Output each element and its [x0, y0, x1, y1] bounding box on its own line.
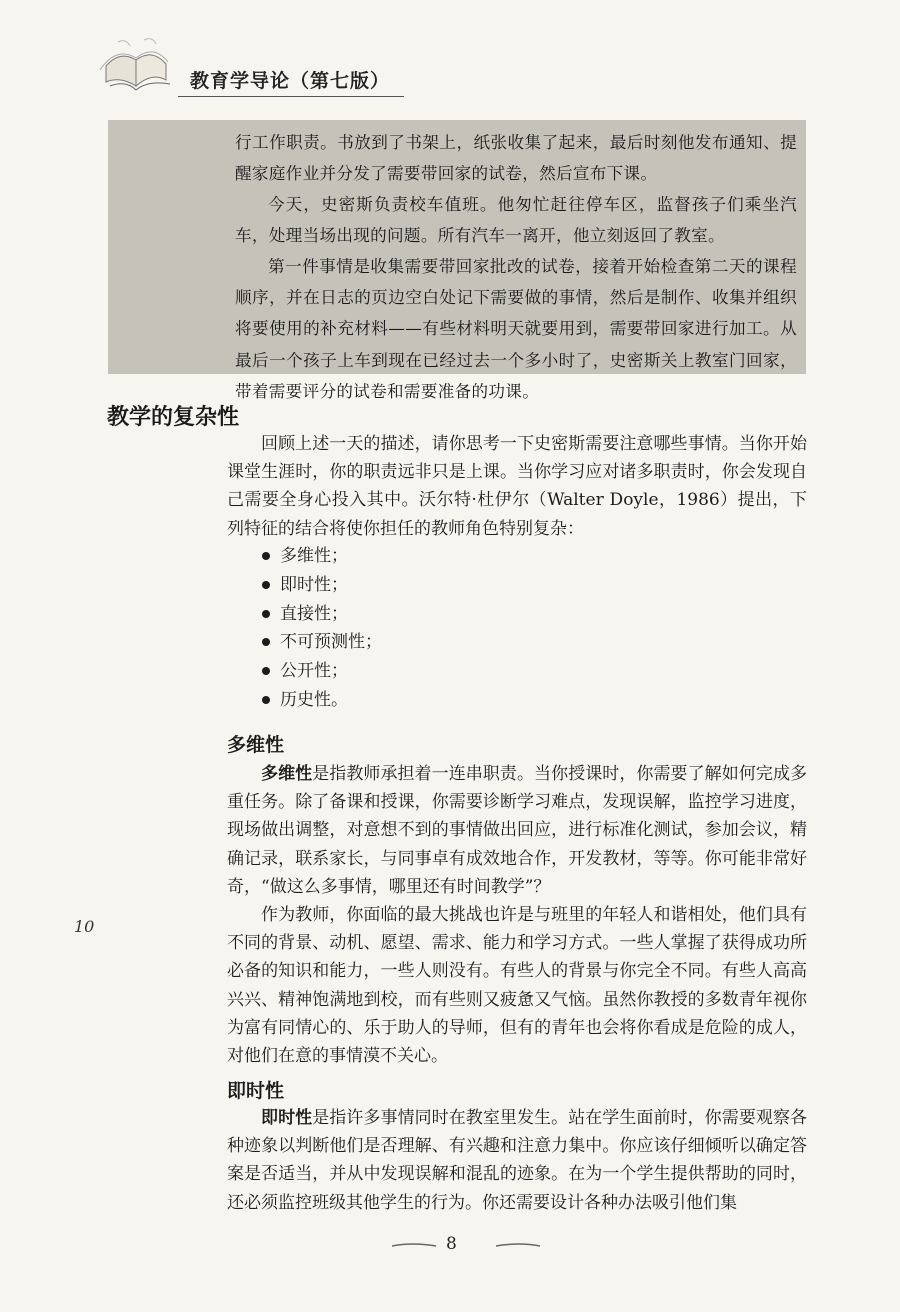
list-item: 历史性。	[262, 686, 382, 715]
bullet-icon	[262, 638, 270, 646]
running-header-title: 教育学导论（第七版）	[190, 70, 391, 92]
list-item: 不可预测性；	[262, 628, 382, 657]
section-heading: 教学的复杂性	[107, 405, 240, 430]
bullet-icon	[262, 552, 270, 560]
list-item: 直接性；	[262, 600, 382, 629]
subsection-heading-immediacy: 即时性	[227, 1080, 285, 1102]
list-item: 公开性；	[262, 657, 382, 686]
page-number: 8	[446, 1234, 457, 1254]
footer-ornament-icon	[392, 1240, 540, 1252]
multidim-paragraph-2: 作为教师，你面临的最大挑战也许是与班里的年轻人和谐相处，他们具有不同的背景、动机、愿望、需求、能力和学习方式。一些人掌握了获得成功所必备的知识和能力，一些人则没有。有些人的背景与你完全不同。有些人高高兴兴、精神饱满地到校，而有些则又疲惫又气恼。虽然你教授的多数青年视你为富有同情心的、乐于助人的导师，但有的青年也会将你看成是危险的成人，对他们在意的事情漠不关心。	[227, 905, 807, 1067]
bullet-icon	[262, 696, 270, 704]
subsection-heading-multidimensionality: 多维性	[227, 734, 285, 756]
book-logo-icon	[96, 36, 176, 98]
key-term: 即时性	[261, 1108, 313, 1128]
multidim-paragraph-1: 多维性是指教师承担着一连串职责。当你授课时，你需要了解如何完成多重任务。除了备课和授课，你需要诊断学习难点，发现误解，监控学习进度，现场做出调整，对意想不到的事情做出回应，进行标准化测试，参加会议，精确记录，联系家长，与同事卓有成效地合作，开发教材，等等。你可能非常好奇，“做这么多事情，哪里还有时间教学”？	[227, 764, 808, 897]
bullet-icon	[262, 610, 270, 618]
characteristics-list	[262, 542, 382, 715]
case-study-box	[108, 120, 806, 401]
case-paragraph-3: 第一件事情是收集需要带回家批改的试卷，接着开始检查第二天的课程顺序，并在日志的页边空白处记下需要做的事情，然后是制作、收集并组织将要使用的补充材料——有些材料明天就要用到，需要带回家进行加工。从最后一个孩子上车到现在已经过去一个多小时了，史密斯关上教室门回家，带着需要评分的试卷和需要准备的功课。	[235, 257, 797, 401]
key-term: 多维性	[261, 764, 313, 784]
bullet-icon	[262, 667, 270, 675]
margin-number: 10	[74, 917, 95, 936]
list-item: 多维性；	[262, 542, 382, 571]
case-paragraph-2: 今天，史密斯负责校车值班。他匆忙赶往停车区，监督孩子们乘坐汽车，处理当场出现的问题。所有汽车一离开，他立刻返回了教室。	[235, 195, 797, 246]
bullet-icon	[262, 581, 270, 589]
case-paragraph-1: 行工作职责。书放到了书架上，纸张收集了起来，最后时刻他发布通知、提醒家庭作业并分发了需要带回家的试卷，然后宣布下课。	[235, 133, 797, 184]
section-intro-paragraph: 回顾上述一天的描述，请你思考一下史密斯需要注意哪些事情。当你开始课堂生涯时，你的职责远非只是上课。当你学习应对诸多职责时，你会发现自己需要全身心投入其中。沃尔特·杜伊尔（Walter Doyle，1986）提出，下列特征的结合将使你担任的教师角色特别复杂：	[227, 434, 807, 539]
immediacy-paragraph-1: 即时性是指许多事情同时在教室里发生。站在学生面前时，你需要观察各种迹象以判断他们是否理解、有兴趣和注意力集中。你应该仔细倾听以确定答案是否适当，并从中发现误解和混乱的迹象。在为一个学生提供帮助的同时，还必须监控班级其他学生的行为。你还需要设计各种办法吸引他们集	[227, 1108, 808, 1213]
list-item: 即时性；	[262, 571, 382, 600]
header-divider	[178, 96, 404, 97]
